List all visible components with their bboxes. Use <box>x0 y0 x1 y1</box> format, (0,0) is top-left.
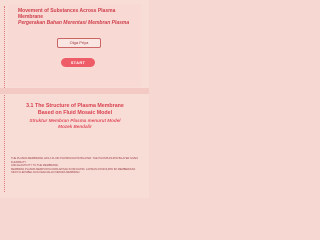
body-line-4: SIFAT FLEKSIBEL DAN KEANJALAN KEPADA MEMBRAN. <box>11 171 81 175</box>
section-subtitle: Struktur Membran Plasma menurut Model Mozek Bendalir <box>29 118 121 129</box>
start-button[interactable]: START <box>61 58 95 67</box>
title-line-1: Movement of Substances Across Plasma <box>18 8 116 14</box>
body-line-3: MEMBRAN PLASMA MEMPUNYAI DWILAPISAN FOSFOLIPID. LAPISAN FOSFOLIPID INI MEMBERIKAN <box>11 167 136 171</box>
title-slide <box>8 4 141 87</box>
section-title: 3.1 The Structure of Plasma Membrane Based on Fluid Mosaic Model <box>26 103 124 116</box>
title-line-2: Membrane <box>18 14 44 20</box>
margin-line <box>4 6 5 192</box>
body-line-1: THE PLASMA MEMBRANE HAS A FLUID PHOSPHOLIPID BILAYER. THE PHOSPHOLIPID BILAYER GIVES FLEXIBILITY <box>11 157 138 164</box>
content-slide <box>8 95 141 195</box>
body-text <box>11 157 139 175</box>
author-name: Olga Priya <box>57 38 101 48</box>
body-line-2: AND ELASTICITY TO THE MEMBRANE. <box>11 164 59 168</box>
title-line-3: Pergerakan Bahan Merentasi Membran Plasma <box>18 20 130 26</box>
document-page <box>0 0 149 198</box>
slide-title <box>18 8 132 26</box>
slide-divider <box>0 88 149 94</box>
